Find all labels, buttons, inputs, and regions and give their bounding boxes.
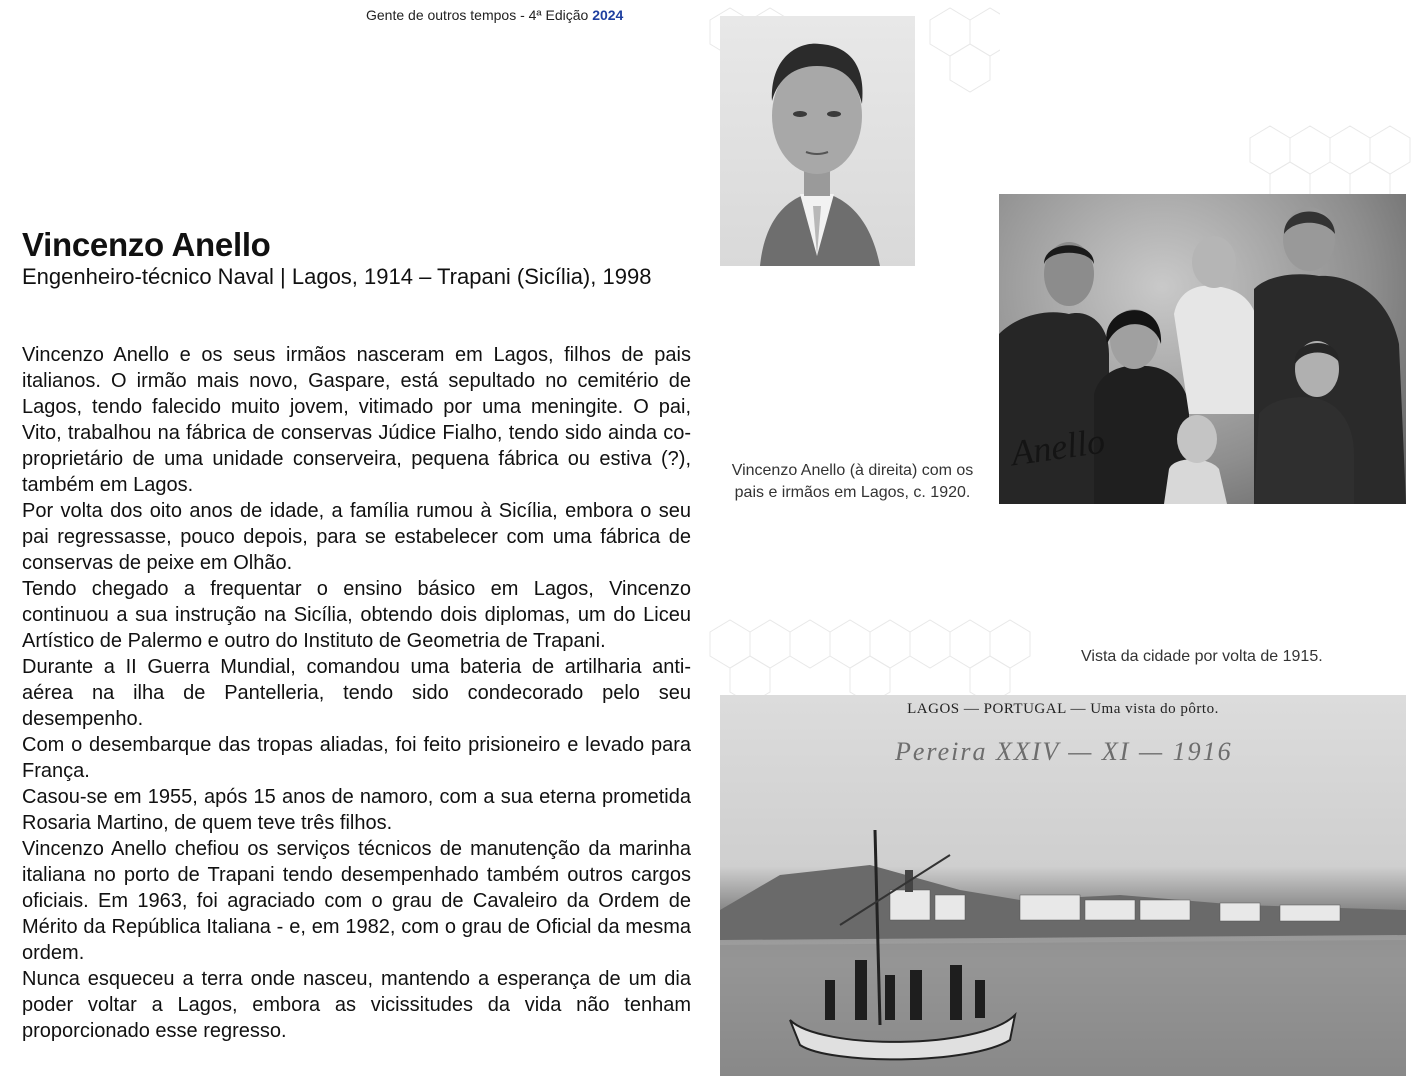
hex-pattern-right — [1240, 118, 1415, 198]
harbor-caption: Vista da cidade por volta de 1915. — [1081, 648, 1323, 665]
hex-pattern-middle — [700, 612, 1065, 697]
paragraph: Tendo chegado a frequentar o ensino básico em Lagos, Vincenzo continuou a sua instrução na Sicília, obtendo dois diplomas, um do Liceu Artístico de Palermo e outro do Instituto de Geometria de Trapani. — [22, 578, 691, 652]
paragraph: Vincenzo Anello chefiou os serviços técnicos de manutenção da marinha italiana no porto de Trapani tendo desempenhado também outros cargos oficiais. Em 1963, foi agraciado com o grau de Cavaleiro da Ordem de Mérito da República Italiana - e, em 1982, com o grau de Oficial da mesma ordem. — [22, 838, 691, 964]
person-name: Vincenzo Anello — [22, 226, 271, 263]
header-text: Gente de outros tempos - 4ª Edição — [366, 7, 589, 23]
paragraph: Por volta dos oito anos de idade, a família rumou à Sicília, embora o seu pai regressasse, pouco depois, para se estabelecer com uma fábrica de conservas de peixe em Olhão. — [22, 500, 691, 574]
portrait-photo — [720, 16, 915, 266]
paragraph: Nunca esqueceu a terra onde nasceu, mantendo a esperança de um dia poder voltar a Lagos, embora as vicissitudes da vida não tenham proporcionado esse regresso. — [22, 968, 691, 1042]
person-subtitle: Engenheiro-técnico Naval | Lagos, 1914 – Trapani (Sicília), 1998 — [22, 264, 652, 289]
paragraph: Com o desembarque das tropas aliadas, foi feito prisioneiro e levado para França. — [22, 734, 691, 782]
family-photo — [999, 194, 1406, 504]
biography-text — [22, 342, 691, 1044]
postcard-title: LAGOS — PORTUGAL — Uma vista do pôrto. — [907, 701, 1219, 717]
header-year: 2024 — [592, 7, 624, 23]
paragraph: Casou-se em 1955, após 15 anos de namoro, com a sua eterna prometida Rosaria Martino, de quem teve três filhos. — [22, 786, 691, 834]
paragraph: Durante a II Guerra Mundial, comandou uma bateria de artilharia anti-aérea na ilha de Pantelleria, tendo sido condecorado pelo seu desempenho. — [22, 656, 691, 730]
page-header — [366, 7, 623, 23]
harbor-postcard — [720, 695, 1406, 1076]
family-caption: Vincenzo Anello (à direita) com os pais e irmãos em Lagos, c. 1920. — [731, 462, 974, 501]
paragraph: Vincenzo Anello e os seus irmãos nasceram em Lagos, filhos de pais italianos. O irmão mais novo, Gaspare, está sepultado no cemitério de Lagos, tendo falecido muito jovem, vitimado por uma meningite. O pai, Vito, trabalhou na fábrica de conservas Júdice Fialho, tendo sido ainda co-proprietário de uma unidade conserveira, pequena fábrica ou estiva (?), também em Lagos. — [22, 344, 691, 496]
photo-signature: Anello — [1008, 420, 1108, 474]
portrait-drawing — [720, 16, 915, 266]
postcard-handwriting: Pereira XXIV — XI — 1916 — [895, 737, 1233, 766]
